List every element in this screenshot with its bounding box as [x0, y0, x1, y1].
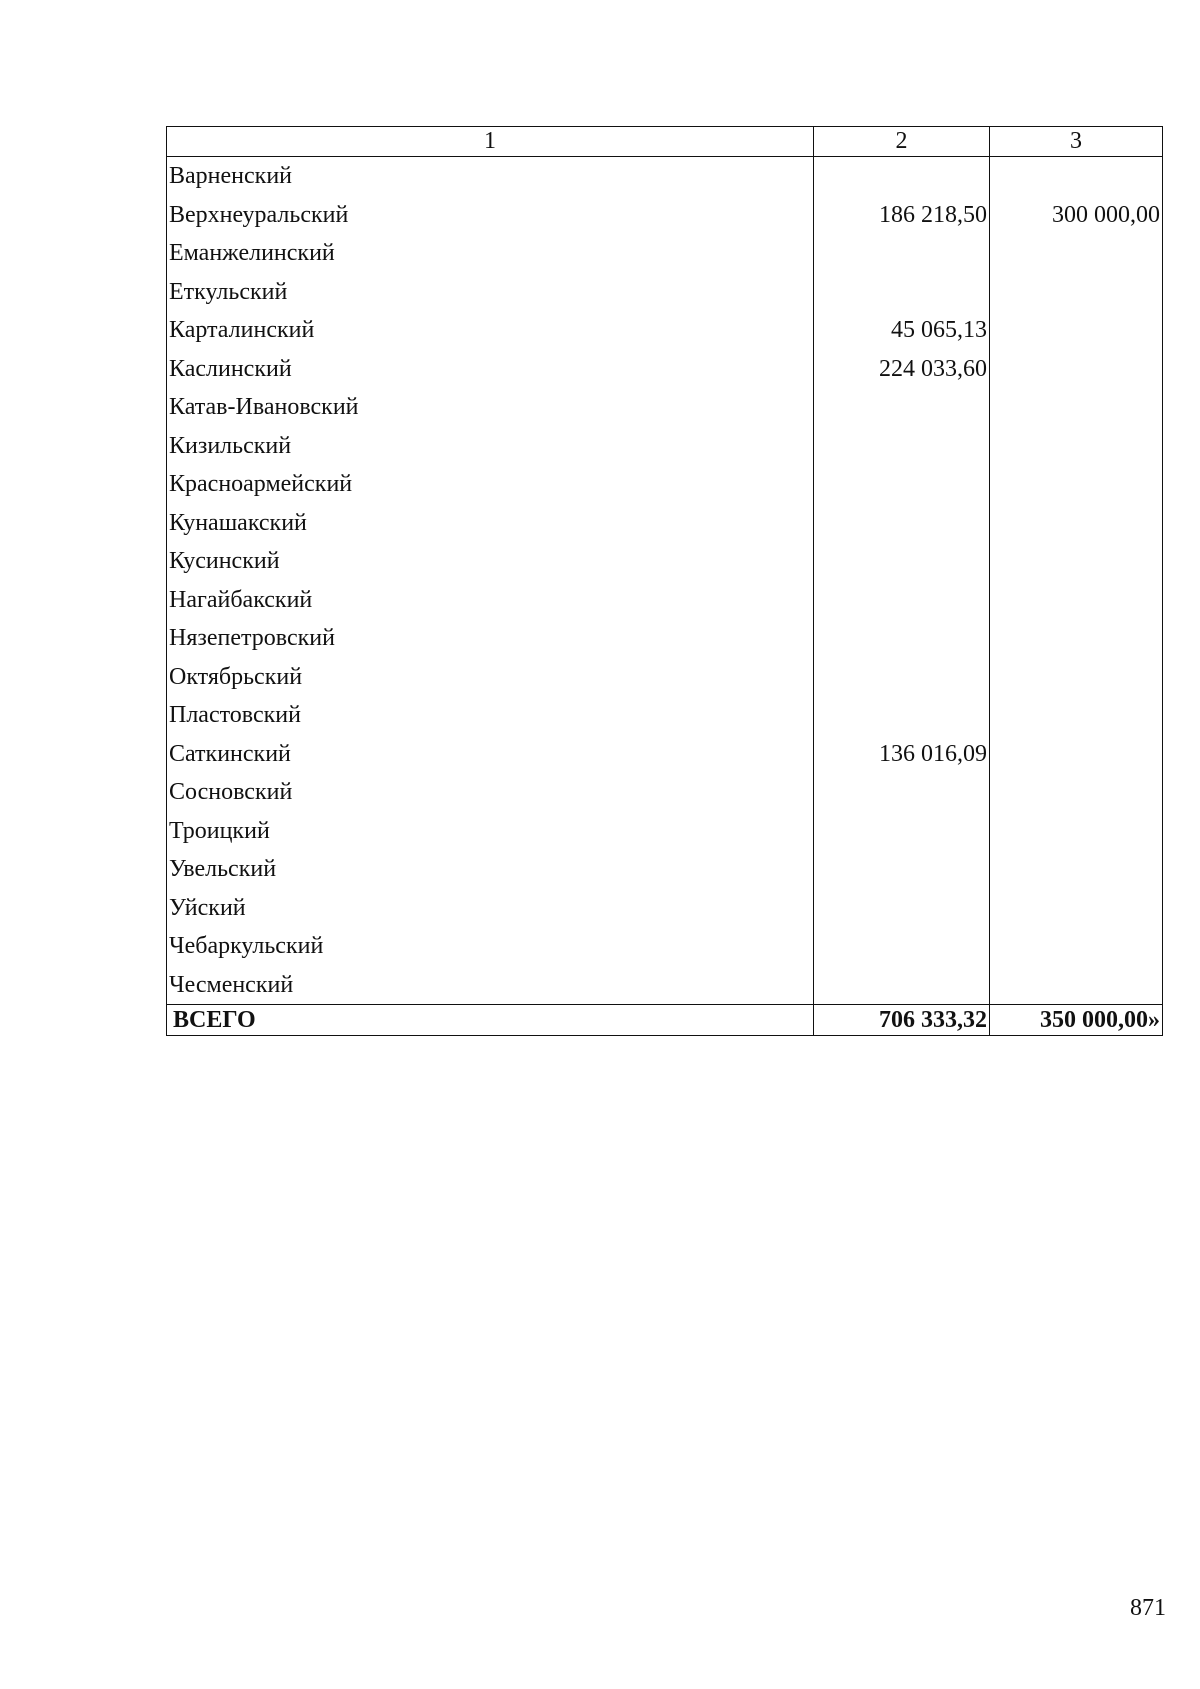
table-row [167, 812, 1163, 851]
district-name-cell: Еманжелинский [167, 234, 814, 273]
amount-col-2-cell [814, 542, 990, 581]
amount-col-3-cell [990, 504, 1163, 543]
amount-col-2-cell [814, 427, 990, 466]
table-row [167, 196, 1163, 235]
table-row [167, 581, 1163, 620]
table-row [167, 388, 1163, 427]
header-row [167, 127, 1163, 157]
district-name-cell: Саткинский [167, 735, 814, 774]
table-row [167, 773, 1163, 812]
table-row [167, 234, 1163, 273]
table-row [167, 273, 1163, 312]
amount-col-2-cell: 45 065,13 [814, 311, 990, 350]
amount-col-2-cell [814, 773, 990, 812]
amount-col-2-cell [814, 696, 990, 735]
district-name-cell: Кунашакский [167, 504, 814, 543]
table-row [167, 311, 1163, 350]
district-name-cell: Сосновский [167, 773, 814, 812]
amount-col-3-cell [990, 427, 1163, 466]
district-name-cell: Увельский [167, 850, 814, 889]
amount-col-2-cell [814, 927, 990, 966]
amount-col-2-cell [814, 966, 990, 1005]
district-name-cell: Карталинский [167, 311, 814, 350]
amount-col-2-cell [814, 581, 990, 620]
amount-col-3-cell [990, 234, 1163, 273]
table-row [167, 927, 1163, 966]
amount-col-2-cell: 224 033,60 [814, 350, 990, 389]
amount-col-2-cell [814, 465, 990, 504]
amount-col-2-cell: 186 218,50 [814, 196, 990, 235]
amount-col-3-cell [990, 311, 1163, 350]
amount-col-2-cell [814, 388, 990, 427]
amount-col-3-cell [990, 273, 1163, 312]
amount-col-3-cell [990, 850, 1163, 889]
amount-col-3-cell [990, 388, 1163, 427]
table-row [167, 966, 1163, 1005]
amount-col-2-cell: 136 016,09 [814, 735, 990, 774]
amount-col-3-cell [990, 773, 1163, 812]
district-name-cell: Красноармейский [167, 465, 814, 504]
table-row [167, 850, 1163, 889]
header-col-3: 3 [990, 127, 1163, 157]
table-row [167, 658, 1163, 697]
amount-col-3-cell [990, 966, 1163, 1005]
amount-col-3-cell [990, 465, 1163, 504]
amount-col-2-cell [814, 658, 990, 697]
table-row [167, 504, 1163, 543]
amount-col-3-cell [990, 157, 1163, 196]
amount-col-2-cell [814, 504, 990, 543]
district-name-cell: Каслинский [167, 350, 814, 389]
amount-col-3-cell [990, 542, 1163, 581]
district-name-cell: Октябрьский [167, 658, 814, 697]
district-name-cell: Варненский [167, 157, 814, 196]
district-name-cell: Еткульский [167, 273, 814, 312]
district-name-cell: Чесменский [167, 966, 814, 1005]
amount-col-3-cell [990, 735, 1163, 774]
table-row [167, 889, 1163, 928]
amount-col-2-cell [814, 889, 990, 928]
district-name-cell: Нагайбакский [167, 581, 814, 620]
amount-col-2-cell [814, 619, 990, 658]
amount-col-3-cell [990, 350, 1163, 389]
total-col-2: 706 333,32 [814, 1005, 990, 1036]
district-name-cell: Верхнеуральский [167, 196, 814, 235]
amount-col-3-cell [990, 812, 1163, 851]
amount-col-3-cell [990, 889, 1163, 928]
amount-col-3-cell [990, 927, 1163, 966]
table-row [167, 542, 1163, 581]
table-row [167, 350, 1163, 389]
amount-col-3-cell [990, 696, 1163, 735]
table-row [167, 735, 1163, 774]
table-body [167, 157, 1163, 1005]
district-amounts-table [166, 126, 1163, 1036]
amount-col-3-cell: 300 000,00 [990, 196, 1163, 235]
page-number: 871 [1130, 1595, 1166, 1621]
table-row [167, 619, 1163, 658]
table-row [167, 696, 1163, 735]
amount-col-3-cell [990, 658, 1163, 697]
header-col-2: 2 [814, 127, 990, 157]
district-name-cell: Троицкий [167, 812, 814, 851]
total-col-3: 350 000,00» [990, 1005, 1163, 1036]
district-name-cell: Кизильский [167, 427, 814, 466]
district-name-cell: Чебаркульский [167, 927, 814, 966]
table-row [167, 427, 1163, 466]
header-col-1: 1 [167, 127, 814, 157]
amount-col-2-cell [814, 157, 990, 196]
total-label: ВСЕГО [167, 1005, 814, 1036]
amount-col-2-cell [814, 812, 990, 851]
amount-col-2-cell [814, 234, 990, 273]
table-row [167, 157, 1163, 196]
amount-col-3-cell [990, 619, 1163, 658]
table-row [167, 465, 1163, 504]
amount-col-3-cell [990, 581, 1163, 620]
district-name-cell: Уйский [167, 889, 814, 928]
district-name-cell: Кусинский [167, 542, 814, 581]
district-name-cell: Катав-Ивановский [167, 388, 814, 427]
district-name-cell: Пластовский [167, 696, 814, 735]
district-name-cell: Нязепетровский [167, 619, 814, 658]
amount-col-2-cell [814, 273, 990, 312]
total-row [167, 1005, 1163, 1036]
amount-col-2-cell [814, 850, 990, 889]
